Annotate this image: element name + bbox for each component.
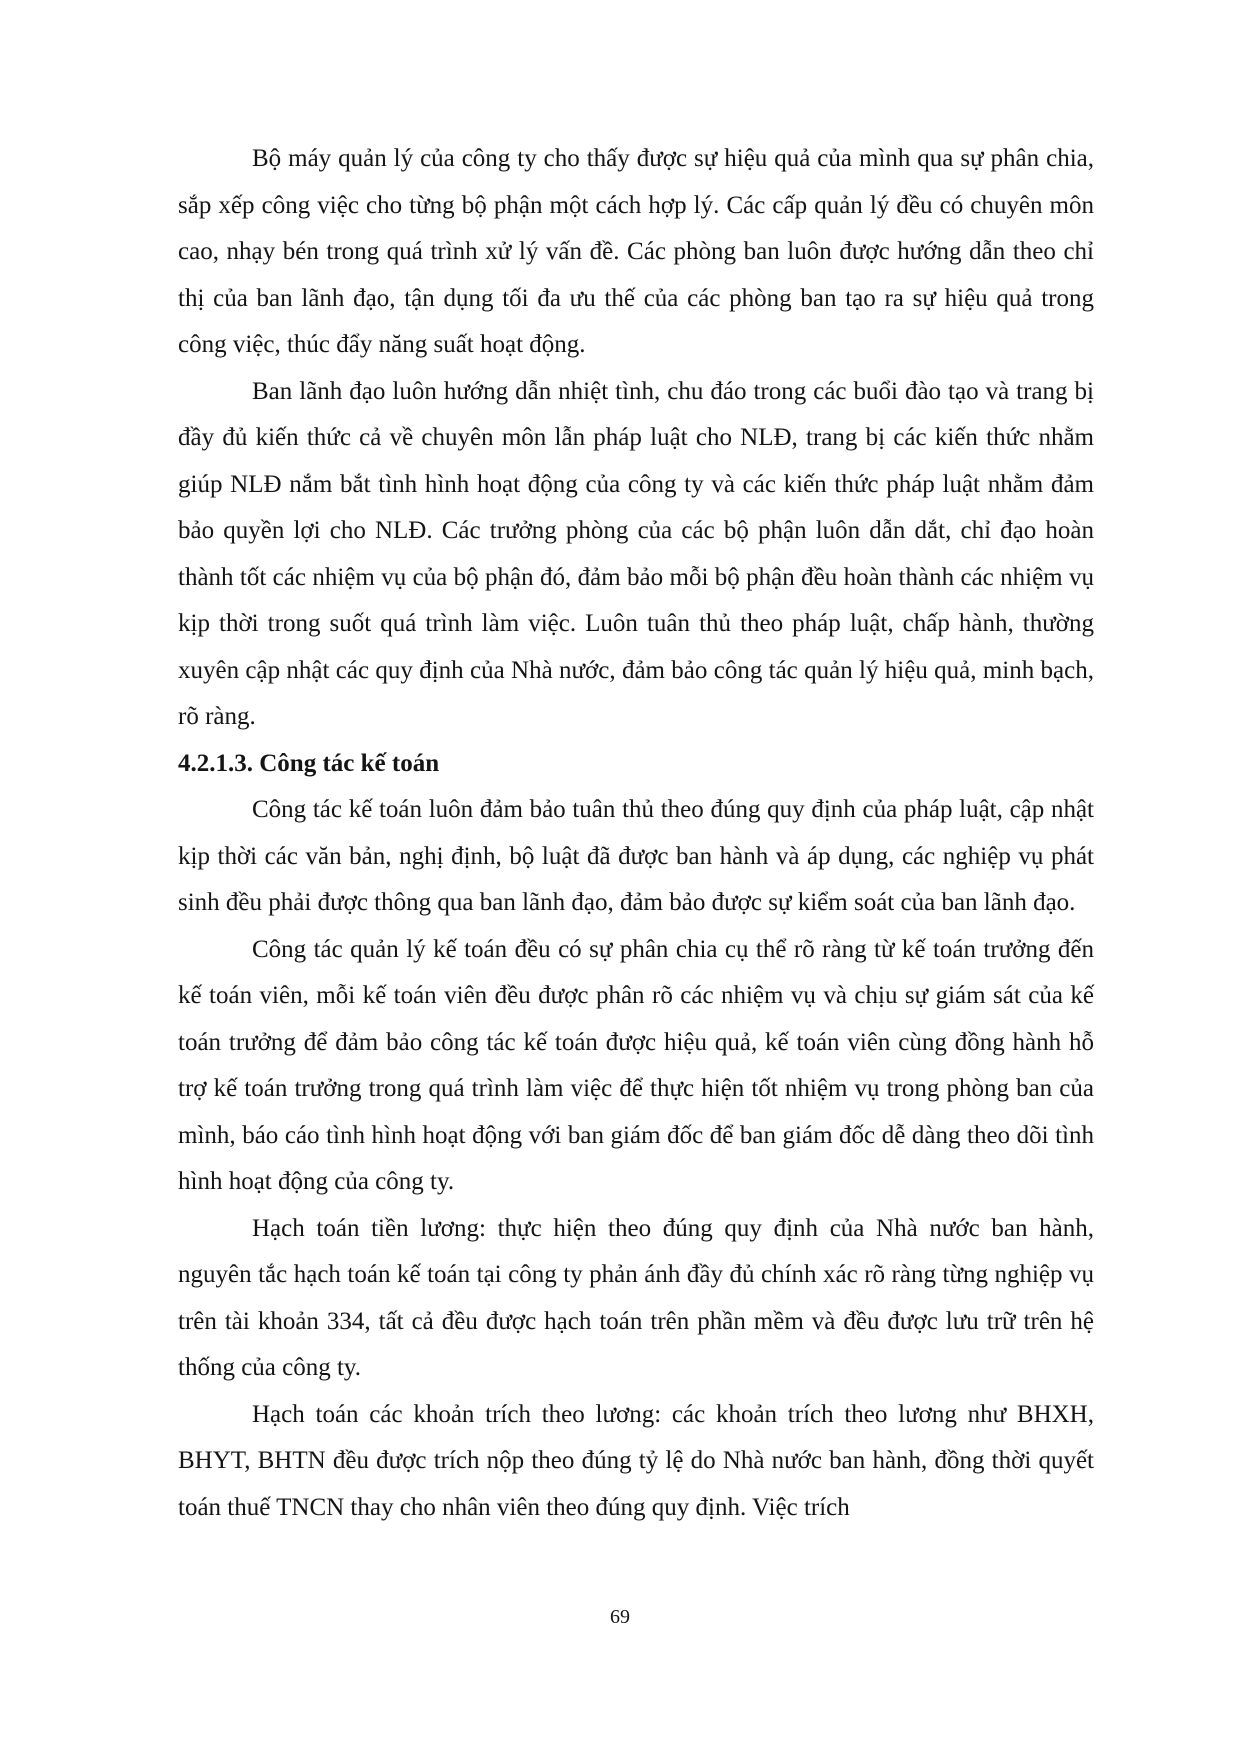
paragraph-accounting-management: Công tác quản lý kế toán đều có sự phân chia cụ thể rõ ràng từ kế toán trưởng đến kế toán viên, mỗi kế toán viên đều được phân rõ các nhiệm vụ và chịu sự giám sát của kế toán trưởng để đảm bảo công tác kế toán được hiệu quả, kế toán viên cùng đồng hành hỗ trợ kế toán trưởng trong quá trình làm việc để thực hiện tốt nhiệm vụ trong phòng ban của mình, báo cáo tình hình hoạt động với ban giám đốc để ban giám đốc dễ dàng theo dõi tình hình hoạt động của công ty. [178,935,1094,1195]
paragraph-leadership-training: Ban lãnh đạo luôn hướng dẫn nhiệt tình, chu đáo trong các buổi đào tạo và trang bị đầy đủ kiến thức cả về chuyên môn lẫn pháp luật cho NLĐ, trang bị các kiến thức nhằm giúp NLĐ nắm bắt tình hình hoạt động của công ty và các kiến thức pháp luật nhằm đảm bảo quyền lợi cho NLĐ. Các trưởng phòng của các bộ phận luôn dẫn dắt, chỉ đạo hoàn thành tốt các nhiệm vụ của bộ phận đó, đảm bảo mỗi bộ phận đều hoàn thành các nhiệm vụ kịp thời trong suốt quá trình làm việc. Luôn tuân thủ theo pháp luật, chấp hành, thường xuyên cập nhật các quy định của Nhà nước, đảm bảo công tác quản lý hiệu quả, minh bạch, rõ ràng. [178,377,1094,730]
paragraph-accounting-compliance: Công tác kế toán luôn đảm bảo tuân thủ theo đúng quy định của pháp luật, cập nhật kịp thời các văn bản, nghị định, bộ luật đã được ban hành và áp dụng, các nghiệp vụ phát sinh đều phải được thông qua ban lãnh đạo, đảm bảo được sự kiểm soát của ban lãnh đạo. [178,796,1094,916]
paragraph-salary-accounting: Hạch toán tiền lương: thực hiện theo đúng quy định của Nhà nước ban hành, nguyên tắc hạch toán kế toán tại công ty phản ánh đầy đủ chính xác rõ ràng từng nghiệp vụ trên tài khoản 334, tất cả đều được hạch toán trên phần mềm và đều được lưu trữ trên hệ thống của công ty. [178,1214,1094,1381]
document-page [178,136,1094,1531]
page-number: 69 [610,1606,630,1628]
paragraph-salary-deductions: Hạch toán các khoản trích theo lương: các khoản trích theo lương như BHXH, BHYT, BHTN đều được trích nộp theo đúng tỷ lệ do Nhà nước ban hành, đồng thời quyết toán thuế TNCN thay cho nhân viên theo đúng quy định. Việc trích [178,1400,1094,1521]
paragraph-management-efficiency: Bộ máy quản lý của công ty cho thấy được sự hiệu quả của mình qua sự phân chia, sắp xếp công việc cho từng bộ phận một cách hợp lý. Các cấp quản lý đều có chuyên môn cao, nhạy bén trong quá trình xử lý vấn đề. Các phòng ban luôn được hướng dẫn theo chỉ thị của ban lãnh đạo, tận dụng tối đa ưu thế của các phòng ban tạo ra sự hiệu quả trong công việc, thúc đẩy năng suất hoạt động. [178,145,1094,358]
section-heading: 4.2.1.3. Công tác kế toán [178,749,440,777]
